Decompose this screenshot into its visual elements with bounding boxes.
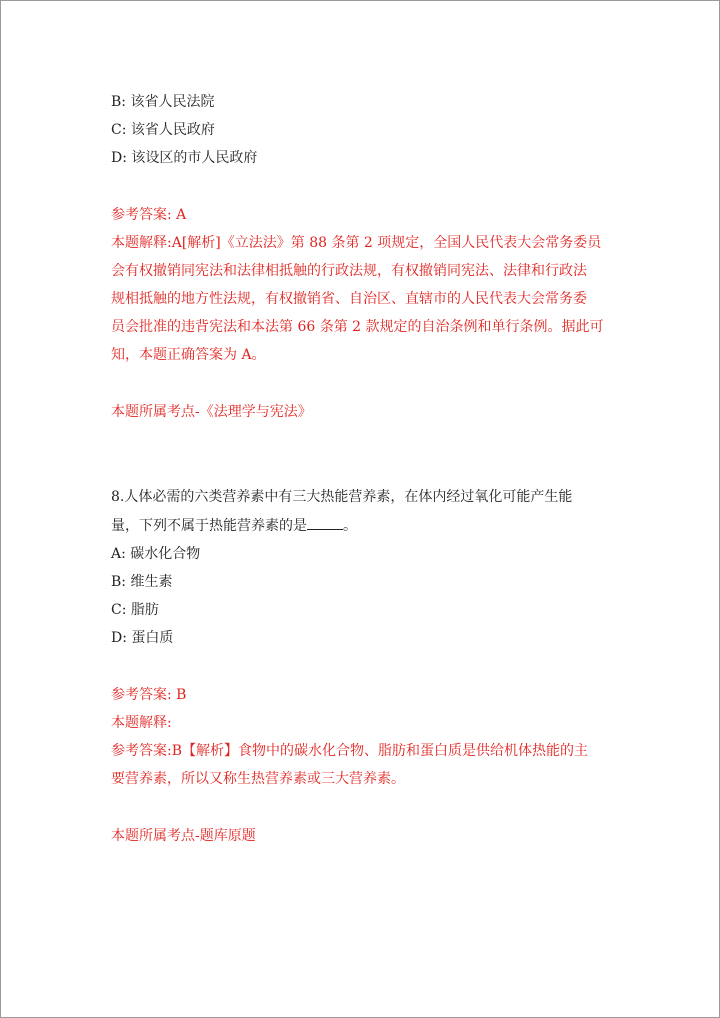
q8-explanation-line-1: 参考答案:B【解析】食物中的碳水化合物、脂肪和蛋白质是供给机体热能的主 bbox=[111, 743, 589, 759]
q8-stem-line-1: 8.人体必需的六类营养素中有三大热能营养素，在体内经过氧化可能产生能 bbox=[111, 489, 573, 505]
q8-option-d: D: 蛋白质 bbox=[111, 630, 174, 646]
q8-stem-end: 。 bbox=[343, 518, 357, 534]
q7-option-d: D: 该设区的市人民政府 bbox=[111, 150, 258, 166]
q7-option-b: B: 该省人民法院 bbox=[111, 94, 215, 110]
q7-explanation-line-1: 本题解释:A[解析]《立法法》第 88 条第 2 项规定，全国人民代表大会常务委员 bbox=[111, 235, 602, 251]
answer-blank bbox=[307, 515, 343, 530]
q8-option-a: A: 碳水化合物 bbox=[111, 546, 201, 562]
q8-explanation-label: 本题解释: bbox=[111, 715, 172, 731]
q7-explanation-line-5: 知，本题正确答案为 A。 bbox=[111, 347, 266, 363]
q8-stem-text: 量，下列不属于热能营养素的是 bbox=[111, 518, 307, 534]
q7-answer: 参考答案: A bbox=[111, 207, 187, 223]
q8-option-c: C: 脂肪 bbox=[111, 602, 159, 618]
q8-stem-line-2 bbox=[111, 515, 357, 536]
q7-topic: 本题所属考点-《法理学与宪法》 bbox=[111, 404, 312, 420]
q7-explanation-line-4: 员会批准的违背宪法和本法第 66 条第 2 款规定的自治条例和单行条例。据此可 bbox=[111, 319, 604, 335]
q7-explanation-line-3: 规相抵触的地方性法规，有权撤销省、自治区、直辖市的人民代表大会常务委 bbox=[111, 291, 587, 307]
q8-answer: 参考答案: B bbox=[111, 687, 187, 703]
q8-explanation-line-2: 要营养素，所以又称生热营养素或三大营养素。 bbox=[111, 771, 405, 787]
q8-topic: 本题所属考点-题库原题 bbox=[111, 828, 256, 844]
q8-option-b: B: 维生素 bbox=[111, 574, 173, 590]
q7-explanation-line-2: 会有权撤销同宪法和法律相抵触的行政法规，有权撤销同宪法、法律和行政法 bbox=[111, 263, 587, 279]
q7-option-c: C: 该省人民政府 bbox=[111, 122, 215, 138]
